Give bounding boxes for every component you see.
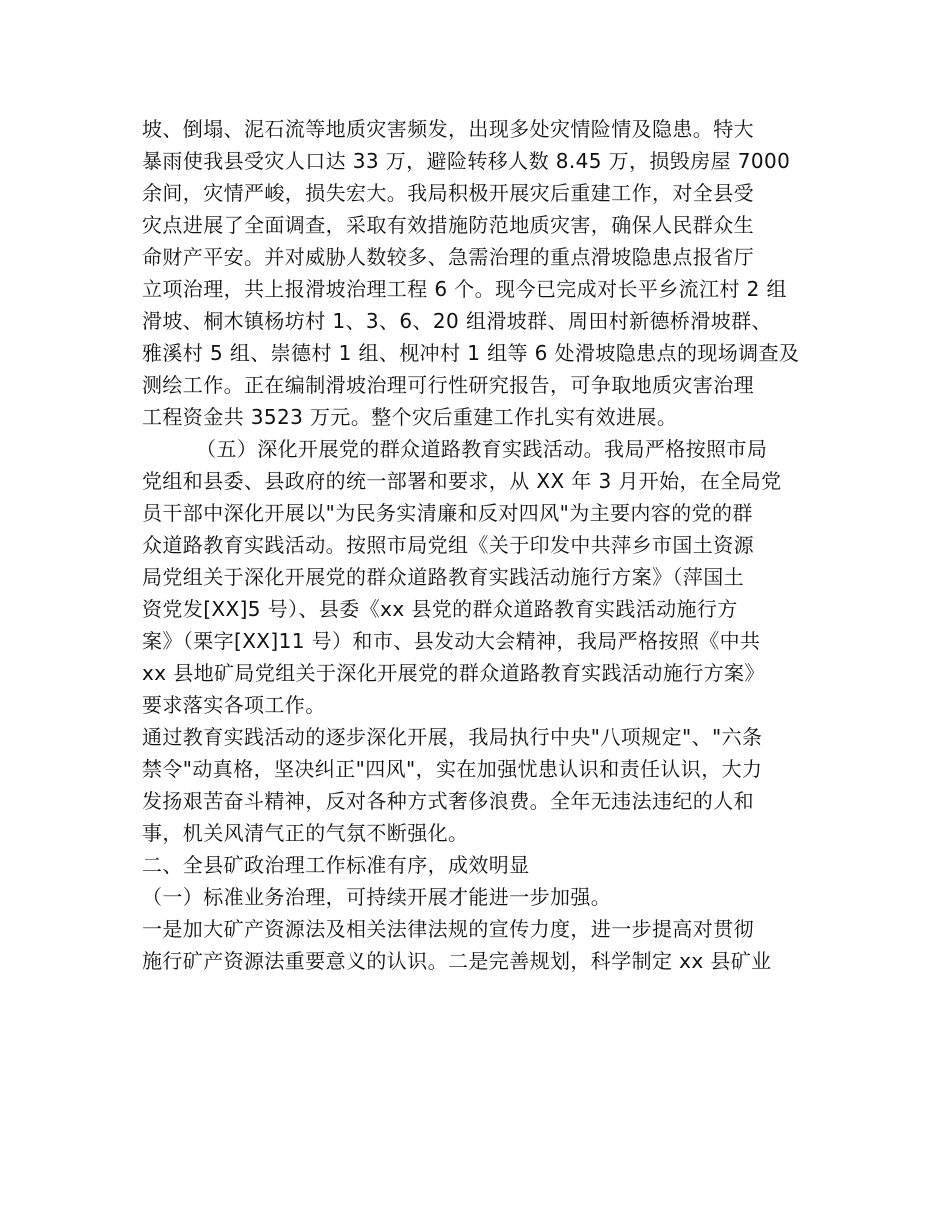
subsection-heading-one: （一）标准业务治理，可持续开展才能进一步加强。 <box>142 885 612 909</box>
text-line: 党组和县委、县政府的统一部署和要求，从 XX 年 3 月开始，在全局党 <box>142 469 782 493</box>
text-line: xx 县地矿局党组关于深化开展党的群众道路教育实践活动施行方案》 <box>142 661 765 685</box>
text-line: 余间，灾情严峻，损失宏大。我局积极开展灾后重建工作，对全县受 <box>142 181 754 205</box>
text-line: 资党发[XX]5 号）、县委《xx 县党的群众道路教育实践活动施行方 <box>142 597 738 621</box>
section-heading-five: （五）深化开展党的群众道路教育实践活动。我局严格按照市局 <box>142 437 768 461</box>
text-line: 发扬艰苦奋斗精神，反对各种方式奢侈浪费。全年无违法违纪的人和 <box>142 789 754 813</box>
text-line: 案》（栗字[XX]11 号）和市、县发动大会精神，我局严格按照《中共 <box>142 629 761 653</box>
text-line: 坡、倒塌、泥石流等地质灾害频发，出现多处灾情险情及隐患。特大 <box>142 117 754 141</box>
text-line: 禁令"动真格，坚决纠正"四风"，实在加强忧患认识和责任认识，大力 <box>142 757 763 781</box>
text-line: 众道路教育实践活动。按照市局党组《关于印发中共萍乡市国土资源 <box>142 533 754 557</box>
text-line: 立项治理，共上报滑坡治理工程 6 个。现今已完成对长平乡流江村 2 组 <box>142 277 787 301</box>
text-line: 施行矿产资源法重要意义的认识。二是完善规划，科学制定 xx 县矿业 <box>142 949 772 973</box>
text-line: 灾点进展了全面调查，采取有效措施防范地质灾害，确保人民群众生 <box>142 213 754 237</box>
text-line: 局党组关于深化开展党的群众道路教育实践活动施行方案》（萍国土 <box>142 565 744 589</box>
text-line: 雅溪村 5 组、崇德村 1 组、枧冲村 1 组等 6 处滑坡隐患点的现场调查及 <box>142 341 800 365</box>
document-body <box>142 113 818 977</box>
text-line: 通过教育实践活动的逐步深化开展，我局执行中央"八项规定"、"六条 <box>142 725 763 749</box>
text-line: 测绘工作。正在编制滑坡治理可行性研究报告，可争取地质灾害治理 <box>142 373 754 397</box>
text-line: 工程资金共 3523 万元。整个灾后重建工作扎实有效进展。 <box>142 405 678 429</box>
text-line: 滑坡、桐木镇杨坊村 1、3、6、20 组滑坡群、周田村新德桥滑坡群、 <box>142 309 772 333</box>
text-line: 一是加大矿产资源法及相关法律法规的宣传力度，进一步提高对贯彻 <box>142 917 754 941</box>
text-line: 员干部中深化开展以"为民务实清廉和反对四风"为主要内容的党的群 <box>142 501 753 525</box>
text-line: 要求落实各项工作。 <box>142 693 326 717</box>
section-heading-two: 二、全县矿政治理工作标准有序，成效明显 <box>142 853 530 877</box>
text-line: 命财产平安。并对威胁人数较多、急需治理的重点滑坡隐患点报省厅 <box>142 245 754 269</box>
text-line: 事，机关风清气正的气氛不断强化。 <box>142 821 469 845</box>
text-line: 暴雨使我县受灾人口达 33 万，避险转移人数 8.45 万，损毁房屋 7000 <box>142 149 791 173</box>
